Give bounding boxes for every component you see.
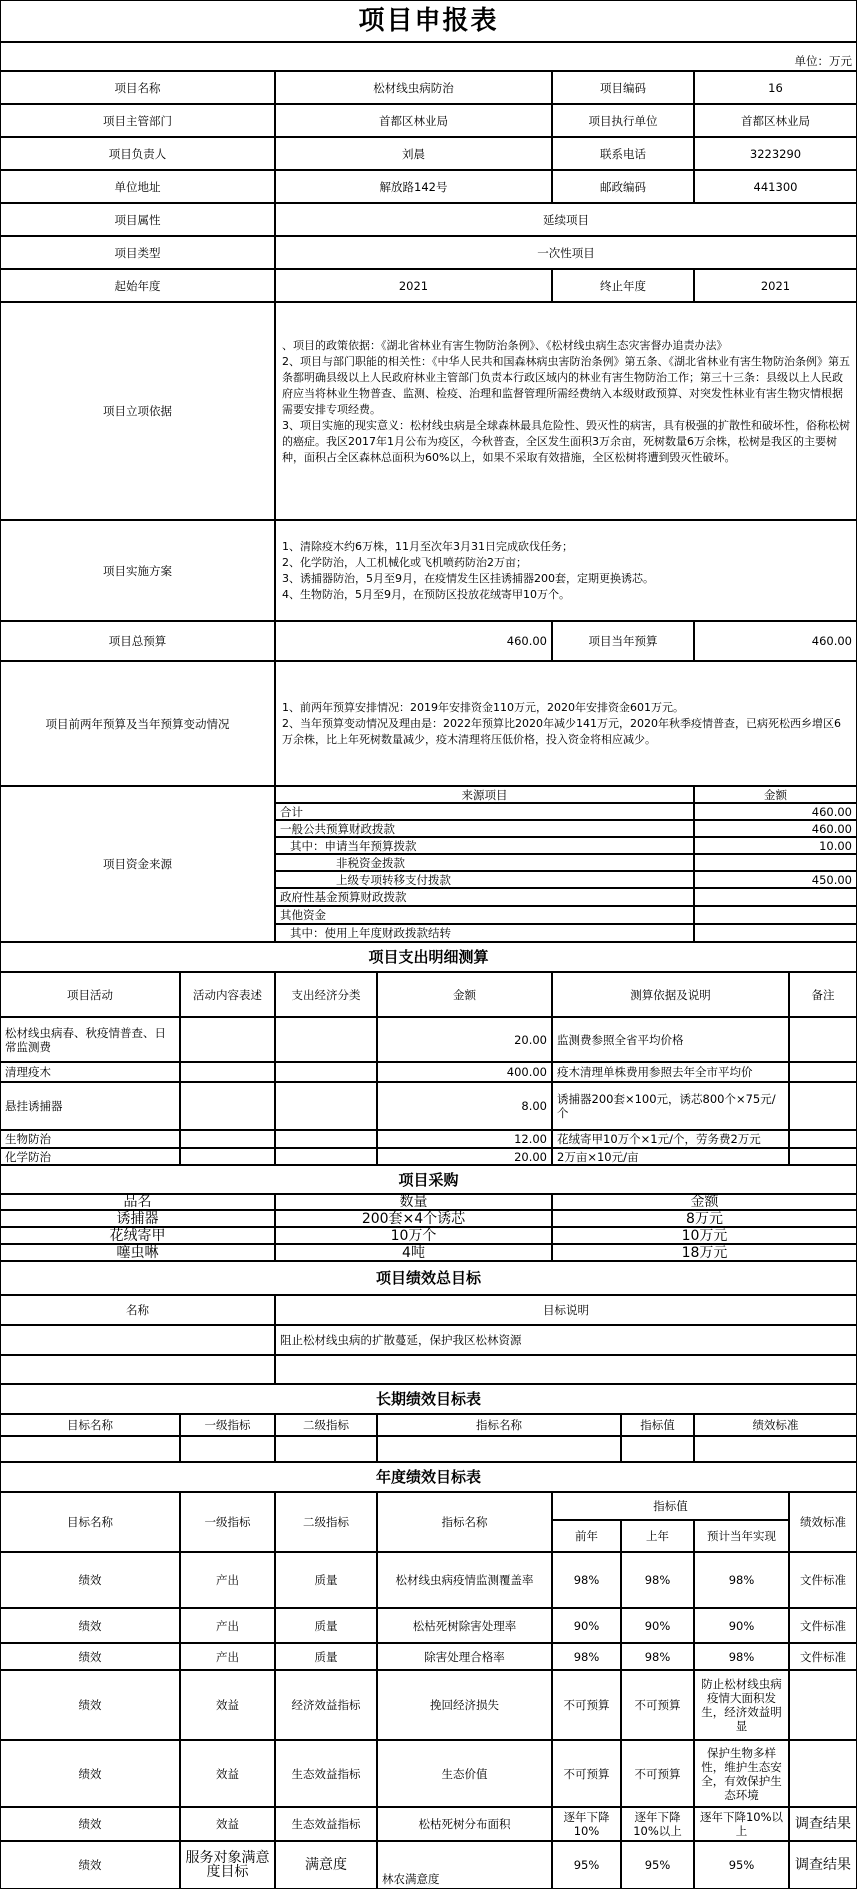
type-label: 项目类型 — [0, 236, 275, 269]
expense-header-category: 支出经济分类 — [275, 972, 377, 1017]
procure-qty[interactable]: 200套×4个诱芯 — [275, 1210, 552, 1227]
fund-row-amount[interactable]: 460.00 — [694, 803, 857, 820]
annual-goal: 绩效 — [0, 1670, 180, 1740]
expense-category[interactable] — [275, 1082, 377, 1130]
longterm-header-l1: 一级指标 — [180, 1414, 275, 1436]
fund-row-amount[interactable] — [694, 924, 857, 942]
longterm-section-title: 长期绩效目标表 — [0, 1384, 857, 1414]
expense-header-basis: 测算依据及说明 — [552, 972, 789, 1017]
annual-name: 挽回经济损失 — [377, 1670, 552, 1740]
expense-content[interactable] — [180, 1130, 275, 1148]
annual-last[interactable]: 98% — [621, 1552, 694, 1608]
start-year-label: 起始年度 — [0, 269, 275, 302]
annual-header-l1: 一级指标 — [180, 1492, 275, 1552]
annual-l1: 效益 — [180, 1807, 275, 1841]
annual-last[interactable]: 逐年下降10%以上 — [621, 1807, 694, 1841]
annual-std[interactable]: 文件标准 — [789, 1608, 857, 1643]
fund-row-amount[interactable] — [694, 906, 857, 924]
end-year-value[interactable]: 2021 — [694, 269, 857, 302]
annual-name: 松枯死树除害处理率 — [377, 1608, 552, 1643]
form-title: 项目申报表 — [0, 0, 857, 42]
annual-std[interactable]: 文件标准 — [789, 1643, 857, 1670]
dept-label: 项目主管部门 — [0, 104, 275, 137]
annual-name: 生态价值 — [377, 1740, 552, 1807]
longterm-header-l2: 二级指标 — [275, 1414, 377, 1436]
start-year-value[interactable]: 2021 — [275, 269, 552, 302]
longterm-cell[interactable] — [275, 1436, 377, 1462]
annual-header-goal: 目标名称 — [0, 1492, 180, 1552]
annual-prev[interactable]: 95% — [552, 1841, 621, 1889]
annual-expect[interactable]: 逐年下降10%以上 — [694, 1807, 789, 1841]
fund-amount-header: 金额 — [694, 786, 857, 803]
change-line: 2、当年预算变动情况及理由是：2022年预算比2020年减少141万元，2020年秋季疫情普查，已病死松西乡增区6万余株，比上年死树数量减少，疫木清理将压低价格，投入资金将相应减少。 — [282, 716, 841, 746]
fund-row-name: 合计 — [275, 803, 694, 820]
leader-value[interactable]: 刘晨 — [275, 137, 552, 170]
procure-header-qty: 数量 — [275, 1194, 552, 1210]
annual-std[interactable] — [789, 1740, 857, 1807]
plan-line: 4、生物防治，5月至9月，在预防区投放花绒寄甲10万个。 — [282, 587, 570, 601]
annual-l1: 产出 — [180, 1608, 275, 1643]
annual-goal: 绩效 — [0, 1552, 180, 1608]
longterm-header-goal: 目标名称 — [0, 1414, 180, 1436]
procure-amount[interactable]: 18万元 — [552, 1244, 857, 1261]
plan-line: 3、诱捕器防治，5月至9月，在疫情发生区挂诱捕器200套，定期更换诱芯。 — [282, 571, 654, 585]
annual-last[interactable]: 98% — [621, 1643, 694, 1670]
annual-last[interactable]: 不可预算 — [621, 1670, 694, 1740]
fund-row-amount[interactable] — [694, 888, 857, 906]
longterm-cell[interactable] — [0, 1436, 180, 1462]
annual-last[interactable]: 95% — [621, 1841, 694, 1889]
fund-row-amount[interactable]: 460.00 — [694, 820, 857, 837]
annual-l1: 服务对象满意度目标 — [180, 1841, 275, 1889]
expense-note[interactable] — [789, 1130, 857, 1148]
goal-name-cell[interactable] — [0, 1325, 275, 1355]
annual-header-std: 绩效标准 — [789, 1492, 857, 1552]
annual-expect[interactable]: 98% — [694, 1643, 789, 1670]
basis-line: 、项目的政策依据：《湖北省林业有害生物防治条例》、《松材线虫病生态灾害督办追责办法》 — [282, 339, 728, 352]
basis-line: 3、项目实施的现实意义：松材线虫病是全球森林最具危险性、毁灭性的病害，具有极强的扩散性和破坏性，俗称松树的癌症。我区2017年1月公布为疫区，今秋普查，全区发生面积3万余亩，死树数量6万余株，松树是我区的主要树种，面积占全区森林总面积为60%以上，如果不采取有效措施，全区松树将遭到毁灭性破坏。 — [282, 419, 850, 464]
fund-row-amount[interactable]: 10.00 — [694, 837, 857, 854]
annual-l2: 生态效益指标 — [275, 1807, 377, 1841]
expense-amount[interactable]: 8.00 — [377, 1082, 552, 1130]
fund-row-name: 其中：使用上年度财政拨款结转 — [275, 924, 694, 942]
longterm-cell[interactable] — [377, 1436, 621, 1462]
expense-content[interactable] — [180, 1082, 275, 1130]
expense-category[interactable] — [275, 1130, 377, 1148]
annual-header-last: 上年 — [621, 1520, 694, 1552]
annual-l1: 产出 — [180, 1552, 275, 1608]
longterm-cell[interactable] — [621, 1436, 694, 1462]
annual-l1: 效益 — [180, 1740, 275, 1807]
annual-header-name: 指标名称 — [377, 1492, 552, 1552]
exec-unit-label: 项目执行单位 — [552, 104, 694, 137]
annual-name: 松材线虫病疫情监测覆盖率 — [377, 1552, 552, 1608]
address-label: 单位地址 — [0, 170, 275, 203]
plan-text[interactable] — [275, 520, 857, 621]
annual-prev[interactable]: 90% — [552, 1608, 621, 1643]
expense-header-note: 备注 — [789, 972, 857, 1017]
annual-l2: 质量 — [275, 1552, 377, 1608]
procure-section-title: 项目采购 — [0, 1165, 857, 1194]
phone-label: 联系电话 — [552, 137, 694, 170]
goal-empty-name[interactable] — [0, 1355, 275, 1384]
annual-goal: 绩效 — [0, 1841, 180, 1889]
expense-header-amount: 金额 — [377, 972, 552, 1017]
postcode-label: 邮政编码 — [552, 170, 694, 203]
annual-expect[interactable]: 90% — [694, 1608, 789, 1643]
expense-basis: 疫木清理单株费用参照去年全市平均价 — [552, 1062, 789, 1082]
procure-name: 噻虫啉 — [0, 1244, 275, 1261]
annual-goal: 绩效 — [0, 1643, 180, 1670]
annual-last[interactable]: 90% — [621, 1608, 694, 1643]
annual-l1: 效益 — [180, 1670, 275, 1740]
total-budget-value[interactable]: 460.00 — [275, 621, 552, 661]
procure-header-name: 品名 — [0, 1194, 275, 1210]
annual-l2: 质量 — [275, 1608, 377, 1643]
total-budget-label: 项目总预算 — [0, 621, 275, 661]
project-name-label: 项目名称 — [0, 71, 275, 104]
current-budget-value[interactable]: 460.00 — [694, 621, 857, 661]
expense-amount[interactable]: 400.00 — [377, 1062, 552, 1082]
annual-l2: 生态效益指标 — [275, 1740, 377, 1807]
longterm-cell[interactable] — [694, 1436, 857, 1462]
project-code-value[interactable]: 16 — [694, 71, 857, 104]
annual-std[interactable] — [789, 1670, 857, 1740]
expense-content[interactable] — [180, 1062, 275, 1082]
annual-goal: 绩效 — [0, 1807, 180, 1841]
expense-header-content: 活动内容表述 — [180, 972, 275, 1017]
fund-row-name: 其他资金 — [275, 906, 694, 924]
budget-change-text[interactable] — [275, 661, 857, 786]
project-name-value[interactable]: 松材线虫病防治 — [275, 71, 552, 104]
goal-empty-desc[interactable] — [275, 1355, 857, 1384]
goal-desc-cell[interactable]: 阻止松材线虫病的扩散蔓延，保护我区松林资源 — [275, 1325, 857, 1355]
annual-section-title: 年度绩效目标表 — [0, 1462, 857, 1492]
expense-content[interactable] — [180, 1148, 275, 1165]
procure-name: 诱捕器 — [0, 1210, 275, 1227]
annual-l2: 质量 — [275, 1643, 377, 1670]
expense-activity: 化学防治 — [0, 1148, 180, 1165]
procure-qty[interactable]: 10万个 — [275, 1227, 552, 1244]
procure-qty[interactable]: 4吨 — [275, 1244, 552, 1261]
address-value[interactable]: 解放路142号 — [275, 170, 552, 203]
annual-prev[interactable]: 不可预算 — [552, 1740, 621, 1807]
fund-source-header: 来源项目 — [275, 786, 694, 803]
fund-row-name: 非税资金拨款 — [275, 854, 694, 871]
annual-expect[interactable]: 防止松材线虫病疫情大面积发生，经济效益明显 — [694, 1670, 789, 1740]
expense-basis: 监测费参照全省平均价格 — [552, 1017, 789, 1062]
project-code-label: 项目编码 — [552, 71, 694, 104]
expense-activity: 松材线虫病春、秋疫情普查、日常监测费 — [0, 1017, 180, 1062]
fund-row-name: 一般公共预算财政拨款 — [275, 820, 694, 837]
annual-name: 除害处理合格率 — [377, 1643, 552, 1670]
plan-line: 1、清除疫木约6万株，11月至次年3月31日完成砍伐任务； — [282, 539, 573, 553]
annual-header-value: 指标值 — [552, 1492, 789, 1520]
procure-amount[interactable]: 10万元 — [552, 1227, 857, 1244]
goal-section-title: 项目绩效总目标 — [0, 1261, 857, 1295]
goal-name-header: 名称 — [0, 1295, 275, 1325]
annual-header-l2: 二级指标 — [275, 1492, 377, 1552]
fund-row-name: 上级专项转移支付拨款 — [275, 871, 694, 888]
annual-goal: 绩效 — [0, 1608, 180, 1643]
annual-goal: 绩效 — [0, 1740, 180, 1807]
annual-header-expect: 预计当年实现 — [694, 1520, 789, 1552]
annual-l2: 满意度 — [275, 1841, 377, 1889]
expense-basis: 2万亩×10元/亩 — [552, 1148, 789, 1165]
annual-l1: 产出 — [180, 1643, 275, 1670]
longterm-header-std: 绩效标准 — [694, 1414, 857, 1436]
change-line: 1、前两年预算安排情况：2019年安排资金110万元，2020年安排资金601万元。 — [282, 700, 684, 714]
attr-value[interactable]: 延续项目 — [275, 203, 857, 236]
fund-row-name: 其中：申请当年预算拨款 — [275, 837, 694, 854]
expense-note[interactable] — [789, 1017, 857, 1062]
basis-label: 项目立项依据 — [0, 302, 275, 520]
annual-prev[interactable]: 逐年下降10% — [552, 1807, 621, 1841]
expense-basis: 花绒寄甲10万个×1元/个，劳务费2万元 — [552, 1130, 789, 1148]
procure-header-amount: 金额 — [552, 1194, 857, 1210]
phone-value[interactable]: 3223290 — [694, 137, 857, 170]
expense-category[interactable] — [275, 1148, 377, 1165]
expense-note[interactable] — [789, 1148, 857, 1165]
annual-expect[interactable]: 保护生物多样性，维护生态安全，有效保护生态环境 — [694, 1740, 789, 1807]
goal-desc-header: 目标说明 — [275, 1295, 857, 1325]
longterm-header-name: 指标名称 — [377, 1414, 621, 1436]
annual-prev[interactable]: 98% — [552, 1643, 621, 1670]
expense-amount[interactable]: 20.00 — [377, 1148, 552, 1165]
annual-name: 松枯死树分布面积 — [377, 1807, 552, 1841]
fund-source-label: 项目资金来源 — [0, 786, 275, 942]
expense-activity: 清理疫木 — [0, 1062, 180, 1082]
fund-row-amount[interactable] — [694, 854, 857, 871]
procure-name: 花绒寄甲 — [0, 1227, 275, 1244]
basis-line: 2、项目与部门职能的相关性：《中华人民共和国森林病虫害防治条例》第五条、《湖北省林业有害生物防治条例》第五条都明确县级以上人民政府林业主管部门负责本行政区域内的林业有害生物防治工作；第三十三条：县级以上人民政府应当将林业生物普查、监测、检疫、治理和监督管理所需经费纳入本级财政预算、对突发性林业有害生物灾情根据需要安排专项经费。 — [282, 355, 850, 416]
expense-section-title: 项目支出明细测算 — [0, 942, 857, 972]
budget-change-label: 项目前两年预算及当年预算变动情况 — [0, 661, 275, 786]
end-year-label: 终止年度 — [552, 269, 694, 302]
expense-note[interactable] — [789, 1062, 857, 1082]
annual-l2: 经济效益指标 — [275, 1670, 377, 1740]
expense-amount[interactable]: 20.00 — [377, 1017, 552, 1062]
annual-prev[interactable]: 98% — [552, 1552, 621, 1608]
annual-header-prev: 前年 — [552, 1520, 621, 1552]
longterm-header-value: 指标值 — [621, 1414, 694, 1436]
annual-expect[interactable]: 98% — [694, 1552, 789, 1608]
expense-activity: 悬挂诱捕器 — [0, 1082, 180, 1130]
exec-unit-value[interactable]: 首都区林业局 — [694, 104, 857, 137]
annual-std[interactable]: 文件标准 — [789, 1552, 857, 1608]
annual-last[interactable]: 不可预算 — [621, 1740, 694, 1807]
expense-note[interactable] — [789, 1082, 857, 1130]
annual-name: 林农满意度 — [377, 1841, 552, 1889]
expense-category[interactable] — [275, 1062, 377, 1082]
type-value[interactable]: 一次性项目 — [275, 236, 857, 269]
dept-value[interactable]: 首都区林业局 — [275, 104, 552, 137]
fund-row-name: 政府性基金预算财政拨款 — [275, 888, 694, 906]
expense-header-activity: 项目活动 — [0, 972, 180, 1017]
fund-row-amount[interactable]: 450.00 — [694, 871, 857, 888]
plan-label: 项目实施方案 — [0, 520, 275, 621]
expense-content[interactable] — [180, 1017, 275, 1062]
unit-label: 单位：万元 — [0, 42, 857, 71]
annual-prev[interactable]: 不可预算 — [552, 1670, 621, 1740]
annual-std[interactable]: 调查结果 — [789, 1841, 857, 1889]
expense-basis: 诱捕器200套×100元，诱芯800个×75元/个 — [552, 1082, 789, 1130]
postcode-value[interactable]: 441300 — [694, 170, 857, 203]
current-budget-label: 项目当年预算 — [552, 621, 694, 661]
leader-label: 项目负责人 — [0, 137, 275, 170]
expense-amount[interactable]: 12.00 — [377, 1130, 552, 1148]
annual-std[interactable]: 调查结果 — [789, 1807, 857, 1841]
longterm-cell[interactable] — [180, 1436, 275, 1462]
basis-text[interactable] — [275, 302, 857, 520]
attr-label: 项目属性 — [0, 203, 275, 236]
plan-line: 2、化学防治，人工机械化或飞机喷药防治2万亩； — [282, 555, 527, 569]
expense-activity: 生物防治 — [0, 1130, 180, 1148]
annual-expect[interactable]: 95% — [694, 1841, 789, 1889]
procure-amount[interactable]: 8万元 — [552, 1210, 857, 1227]
expense-category[interactable] — [275, 1017, 377, 1062]
